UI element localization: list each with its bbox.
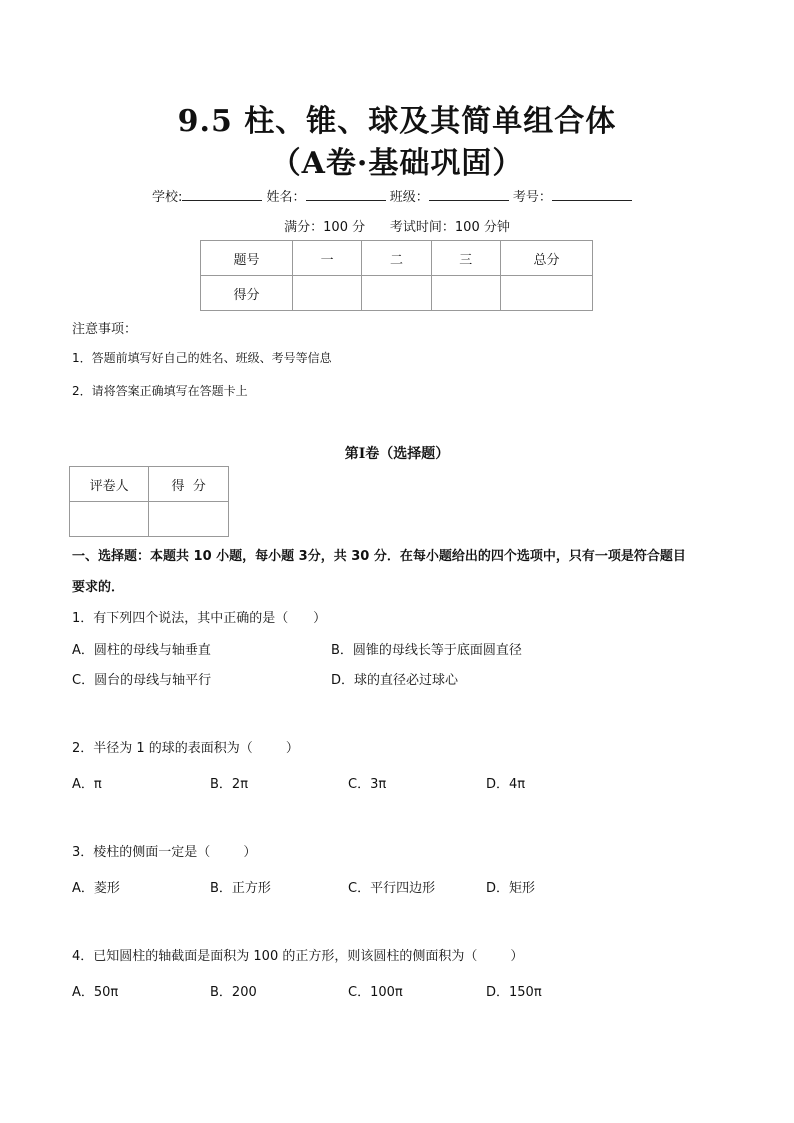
option-a[interactable]: A．菱形 [72, 881, 120, 896]
question-stem: 4．已知圆柱的轴截面是面积为 100 的正方形，则该圆柱的侧面积为（ ） [72, 949, 524, 964]
class-blank[interactable] [429, 188, 509, 201]
option-c[interactable]: C．圆台的母线与轴平行 [72, 673, 212, 688]
grader-row [70, 502, 229, 537]
option-d[interactable]: D．4π [486, 777, 526, 792]
option-a[interactable]: A．圆柱的母线与轴垂直 [72, 643, 211, 658]
option-b[interactable]: B．2π [210, 777, 249, 792]
page-subtitle: （A卷·基础巩固） [270, 146, 524, 181]
section-description-cont: 要求的． [72, 580, 125, 595]
grader-cell[interactable] [70, 502, 149, 537]
option-c[interactable]: C．3π [348, 777, 387, 792]
score-cell[interactable] [431, 276, 500, 311]
option-c[interactable]: C．100π [348, 985, 403, 1000]
name-blank[interactable] [306, 188, 386, 201]
score-header-cell: 三 [431, 241, 500, 276]
option-c[interactable]: C．平行四边形 [348, 881, 436, 896]
score-row-label: 得分 [201, 276, 293, 311]
option-b[interactable]: B．圆锥的母线长等于底面圆直径 [331, 643, 522, 658]
score-cell[interactable] [500, 276, 592, 311]
section-description: 一、选择题：本题共 10 小题，每小题 3分，共 30 分．在每小题给出的四个选项中，只有一项是符合题目 [72, 549, 686, 564]
score-cell[interactable] [293, 276, 362, 311]
question-stem: 3．棱柱的侧面一定是（ ） [72, 845, 257, 860]
grader-cell[interactable] [149, 502, 229, 537]
student-info-line [152, 186, 652, 205]
option-a[interactable]: A．π [72, 777, 102, 792]
name-label: 姓名： [266, 190, 306, 205]
grader-table [69, 466, 229, 537]
score-cell[interactable] [362, 276, 431, 311]
score-table [200, 240, 593, 311]
grader-header-row [70, 467, 229, 502]
score-header-cell: 总分 [500, 241, 592, 276]
score-row [201, 276, 593, 311]
number-label: 考号： [512, 190, 552, 205]
score-header-row [201, 241, 593, 276]
option-b[interactable]: B．正方形 [210, 881, 271, 896]
school-label: 学校: [152, 190, 183, 205]
class-label: 班级： [389, 190, 429, 205]
option-b[interactable]: B．200 [210, 985, 257, 1000]
page-title: 9.5 柱、锥、球及其简单组合体 [177, 104, 617, 139]
notes-heading: 注意事项： [72, 322, 138, 337]
score-header-cell: 二 [362, 241, 431, 276]
score-header-cell: 题号 [201, 241, 293, 276]
section-title: 第Ⅰ卷（选择题） [344, 446, 450, 462]
note-item: 1．答题前填写好自己的姓名、班级、考号等信息 [72, 351, 332, 365]
option-d[interactable]: D．球的直径必过球心 [331, 673, 459, 688]
question-stem: 1．有下列四个说法，其中正确的是（ ） [72, 611, 327, 626]
option-a[interactable]: A．50π [72, 985, 119, 1000]
grader-score-label: 得 分 [149, 467, 229, 502]
exam-meta: 满分：100 分 考试时间：100 分钟 [284, 220, 510, 235]
number-blank[interactable] [552, 188, 632, 201]
option-d[interactable]: D．150π [486, 985, 542, 1000]
grader-label: 评卷人 [70, 467, 149, 502]
option-d[interactable]: D．矩形 [486, 881, 536, 896]
school-blank[interactable] [182, 188, 262, 201]
question-stem: 2．半径为 1 的球的表面积为（ ） [72, 741, 299, 756]
note-item: 2．请将答案正确填写在答题卡上 [72, 384, 248, 398]
score-header-cell: 一 [293, 241, 362, 276]
